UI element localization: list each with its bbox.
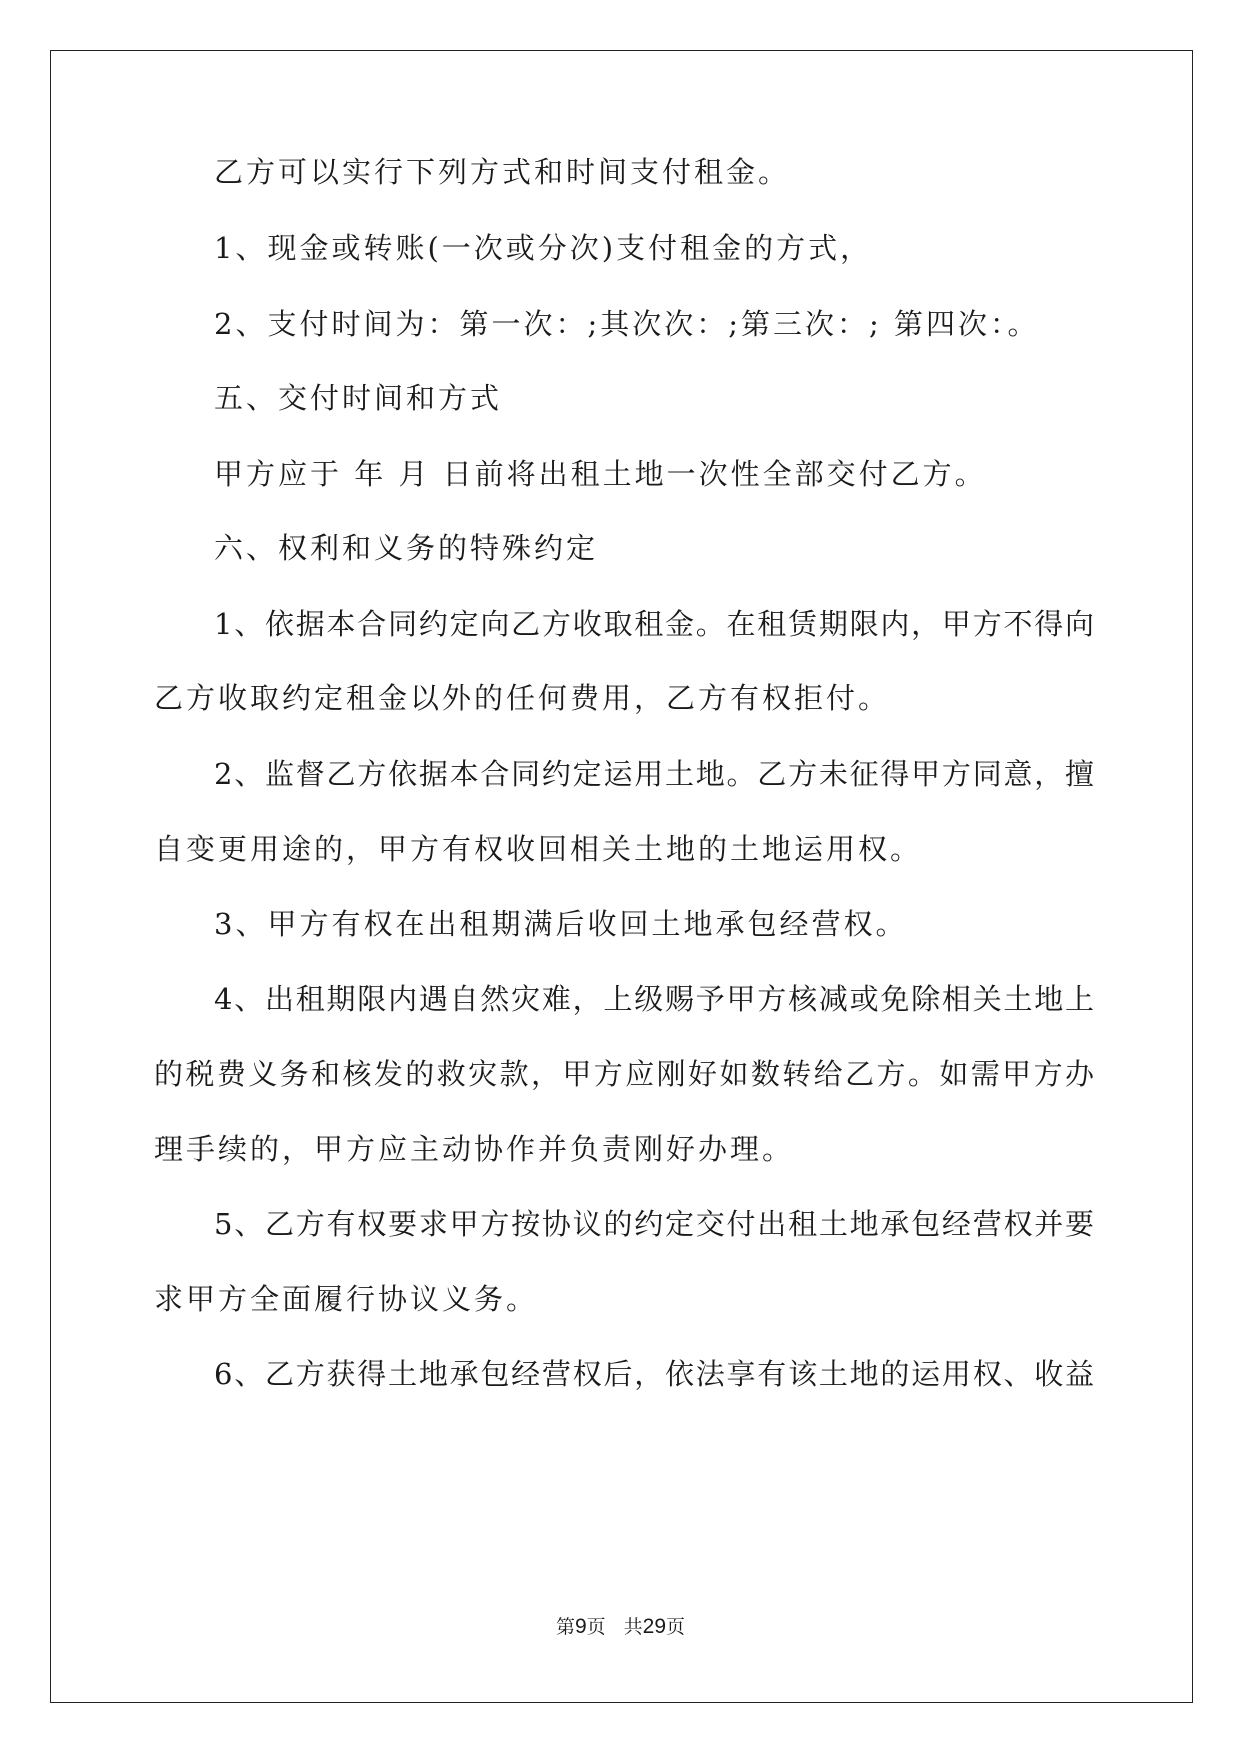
total-prefix: 共 (623, 1616, 643, 1638)
page-total: 29 (642, 1615, 667, 1638)
paragraph-line: 1、现金或转账(一次或分次)支付租金的方式， (214, 231, 873, 265)
section-heading: 五、交付时间和方式 (214, 381, 503, 415)
paragraph-line: 的税费义务和核发的救灾款，甲方应刚好如数转给乙方。如需甲方办 (154, 1057, 1094, 1091)
paragraph-line: 理手续的，甲方应主动协作并负责刚好办理。 (154, 1132, 795, 1166)
paragraph-line: 乙方收取约定租金以外的任何费用，乙方有权拒付。 (154, 681, 891, 715)
section-heading: 六、权利和义务的特殊约定 (214, 531, 599, 565)
paragraph-line: 自变更用途的，甲方有权收回相关土地的土地运用权。 (154, 832, 923, 866)
paragraph-line: 3、甲方有权在出租期满后收回土地承包经营权。 (214, 907, 908, 941)
paragraph-line: 6、乙方获得土地承包经营权后，依法享有该土地的运用权、收益 (214, 1357, 1094, 1391)
page-current: 9 (574, 1615, 587, 1638)
paragraph-line: 4、出租期限内遇自然灾难，上级赐予甲方核减或免除相关土地上 (214, 982, 1094, 1016)
paragraph-line: 2、支付时间为：第一次：;其次次：;第三次：; 第四次：。 (214, 307, 1040, 341)
page-suffix: 页 (586, 1616, 606, 1638)
paragraph-line: 求甲方全面履行协议义务。 (154, 1282, 539, 1316)
paragraph-line: 甲方应于 年 月 日前将出租土地一次性全部交付乙方。 (214, 457, 987, 491)
paragraph-line: 乙方可以实行下列方式和时间支付租金。 (214, 155, 791, 189)
total-suffix: 页 (666, 1616, 686, 1638)
paragraph-line: 1、依据本合同约定向乙方收取租金。在租赁期限内，甲方不得向 (214, 607, 1094, 641)
page-frame (50, 50, 1193, 1703)
paragraph-line: 2、监督乙方依据本合同约定运用土地。乙方未征得甲方同意，擅 (214, 757, 1094, 791)
paragraph-line: 5、乙方有权要求甲方按协议的约定交付出租土地承包经营权并要 (214, 1207, 1094, 1241)
page-prefix: 第 (555, 1616, 575, 1638)
page-footer (0, 1612, 1241, 1639)
